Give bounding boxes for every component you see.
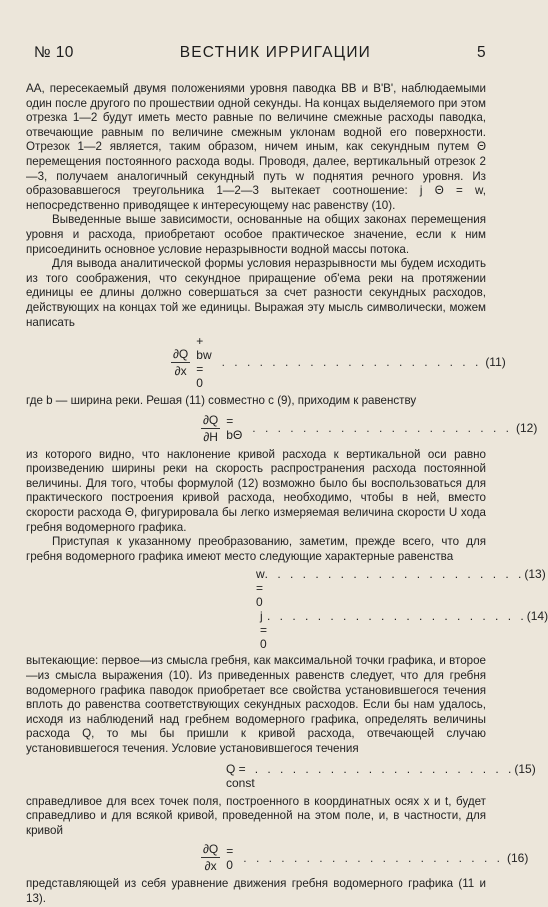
fraction (201, 842, 220, 873)
page-number: 5 (476, 44, 486, 61)
leader-dots: . . . . . . . . . . . . . . . . . . . . . (267, 609, 527, 624)
equation-body: w = 0 (256, 567, 265, 610)
equation-number: (13) (524, 567, 546, 582)
fraction-denominator: ∂H (203, 429, 218, 444)
equation-13 (26, 567, 546, 610)
paragraph: из которого видно, что наклонение кривой расхода к вертикальной оси равно произведению ширины реки на скорость распространения расхода постоянной величины. Для того, чтобы формулой (12) возможно было бы воспользоваться для практического построения кривой расхода, необходимо, чтобы в ней, вместо скорости расхода Θ, фигурировала бы легко измеряемая величина скорости U хода гребня водомерного графика. (26, 447, 486, 534)
equation-body: j = 0 (260, 609, 268, 652)
equation-14 (26, 609, 548, 652)
fraction-numerator: ∂Q (203, 842, 219, 857)
leader-dots: . . . . . . . . . . . . . . . . . . . . . (243, 850, 503, 865)
paragraph: Для вывода аналитической формы условия неразрывности мы будем исходить из того соображения, что секундное приращение об'ема реки на протяжении единицы ее длины должно совершаться за счет разности секундных расходов, действующих на концах той же единицы. Выражая эту мысль символически, можем написать (26, 257, 486, 329)
fraction-denominator: ∂x (174, 363, 187, 378)
equation-15 (26, 761, 536, 790)
equation-group (26, 567, 548, 652)
fraction-numerator: ∂Q (203, 412, 219, 427)
equation-body: = bΘ (226, 414, 243, 443)
equation-body: Q = const (226, 761, 255, 790)
equation-11 (26, 334, 506, 391)
fraction-numerator: ∂Q (173, 346, 189, 361)
paragraph: Выведенные выше зависимости, основанные на общих законах перемещения уровня и расхода, приобретают особое практическое значение, если к ним присоединить основное условие неразрывности водной массы потока. (26, 213, 486, 256)
leader-dots: . . . . . . . . . . . . . . . . . . . . . (254, 761, 515, 776)
page-header (26, 44, 486, 62)
equation-number: (15) (514, 761, 536, 776)
paragraph: Приступая к указанному преобразованию, заметим, прежде всего, что для гребня водомерного графика имеют место следующие характерные равенства (26, 535, 486, 563)
leader-dots: . . . . . . . . . . . . . . . . . . . . . (252, 421, 512, 436)
fraction-denominator: ∂x (204, 859, 217, 874)
paragraph: представляющей из себя уравнение движения гребня водомерного графика (11 и 13). (26, 877, 486, 905)
paragraph: вытекающие: первое—из смысла гребня, как максимальной точки графика, и второе—из смысла выражения (10). Из приведенных равенств следует, что для гребня водомерного графика паводок приобретает все свойства установившегося течения вплоть до равенства соответствующих секундных расходов. Если бы нам удалось, исходя из наблюдений над гребнем водомерного графика, определять величины расхода Q, то мы бы пришли к кривой расхода, отвечающей случаю установившегося течения. Условие установившегося течения (26, 654, 486, 755)
equation-16 (26, 842, 529, 874)
equation-number: (12) (515, 421, 538, 436)
issue-number: № 10 (34, 44, 74, 61)
paragraph: AA, пересекаемый двумя положениями уровня паводка BB и B'B', наблюдаемыми один после другого по прошествии одной секунды. На концах выделяемого при этом отрезка 1—2 будут иметь место равные по величине смежные расходы паводка, отвечающие равным по величине смежным уклонам водной его поверхности. Отрезок 1—2 является, таким образом, ничем иным, как секундным путем Θ перемещения постоянного расхода воды. Проводя, далее, вертикальный отрезок 2—3, получаем аналогичный секундный путь w поднятия речного уровня. Из образовавшегося треугольника 1—2—3 вытекает соотношение: j Θ = w, непосредственно приводящее к интересующему нас равенству (10). (26, 82, 486, 212)
equation-number: (11) (485, 355, 506, 370)
journal-title: ВЕСТНИК ИРРИГАЦИИ (179, 44, 372, 61)
leader-dots: . . . . . . . . . . . . . . . . . . . . . (221, 355, 482, 370)
fraction (201, 413, 220, 444)
fraction (171, 347, 190, 378)
equation-number: (16) (506, 850, 529, 865)
equation-number: (14) (526, 609, 548, 624)
equation-body: = 0 (226, 843, 234, 872)
equation-12 (26, 412, 538, 444)
paragraph: справедливое для всех точек поля, построенного в координатных осях x и t, будет справедливо и для всякой кривой, проведенной на этом поле, и, в частности, для кривой (26, 794, 486, 837)
equation-body: + bw = 0 (196, 334, 212, 391)
paragraph: где b — ширина реки. Решая (11) совместно с (9), приходим к равенству (26, 394, 417, 408)
leader-dots: . . . . . . . . . . . . . . . . . . . . . (264, 567, 525, 582)
